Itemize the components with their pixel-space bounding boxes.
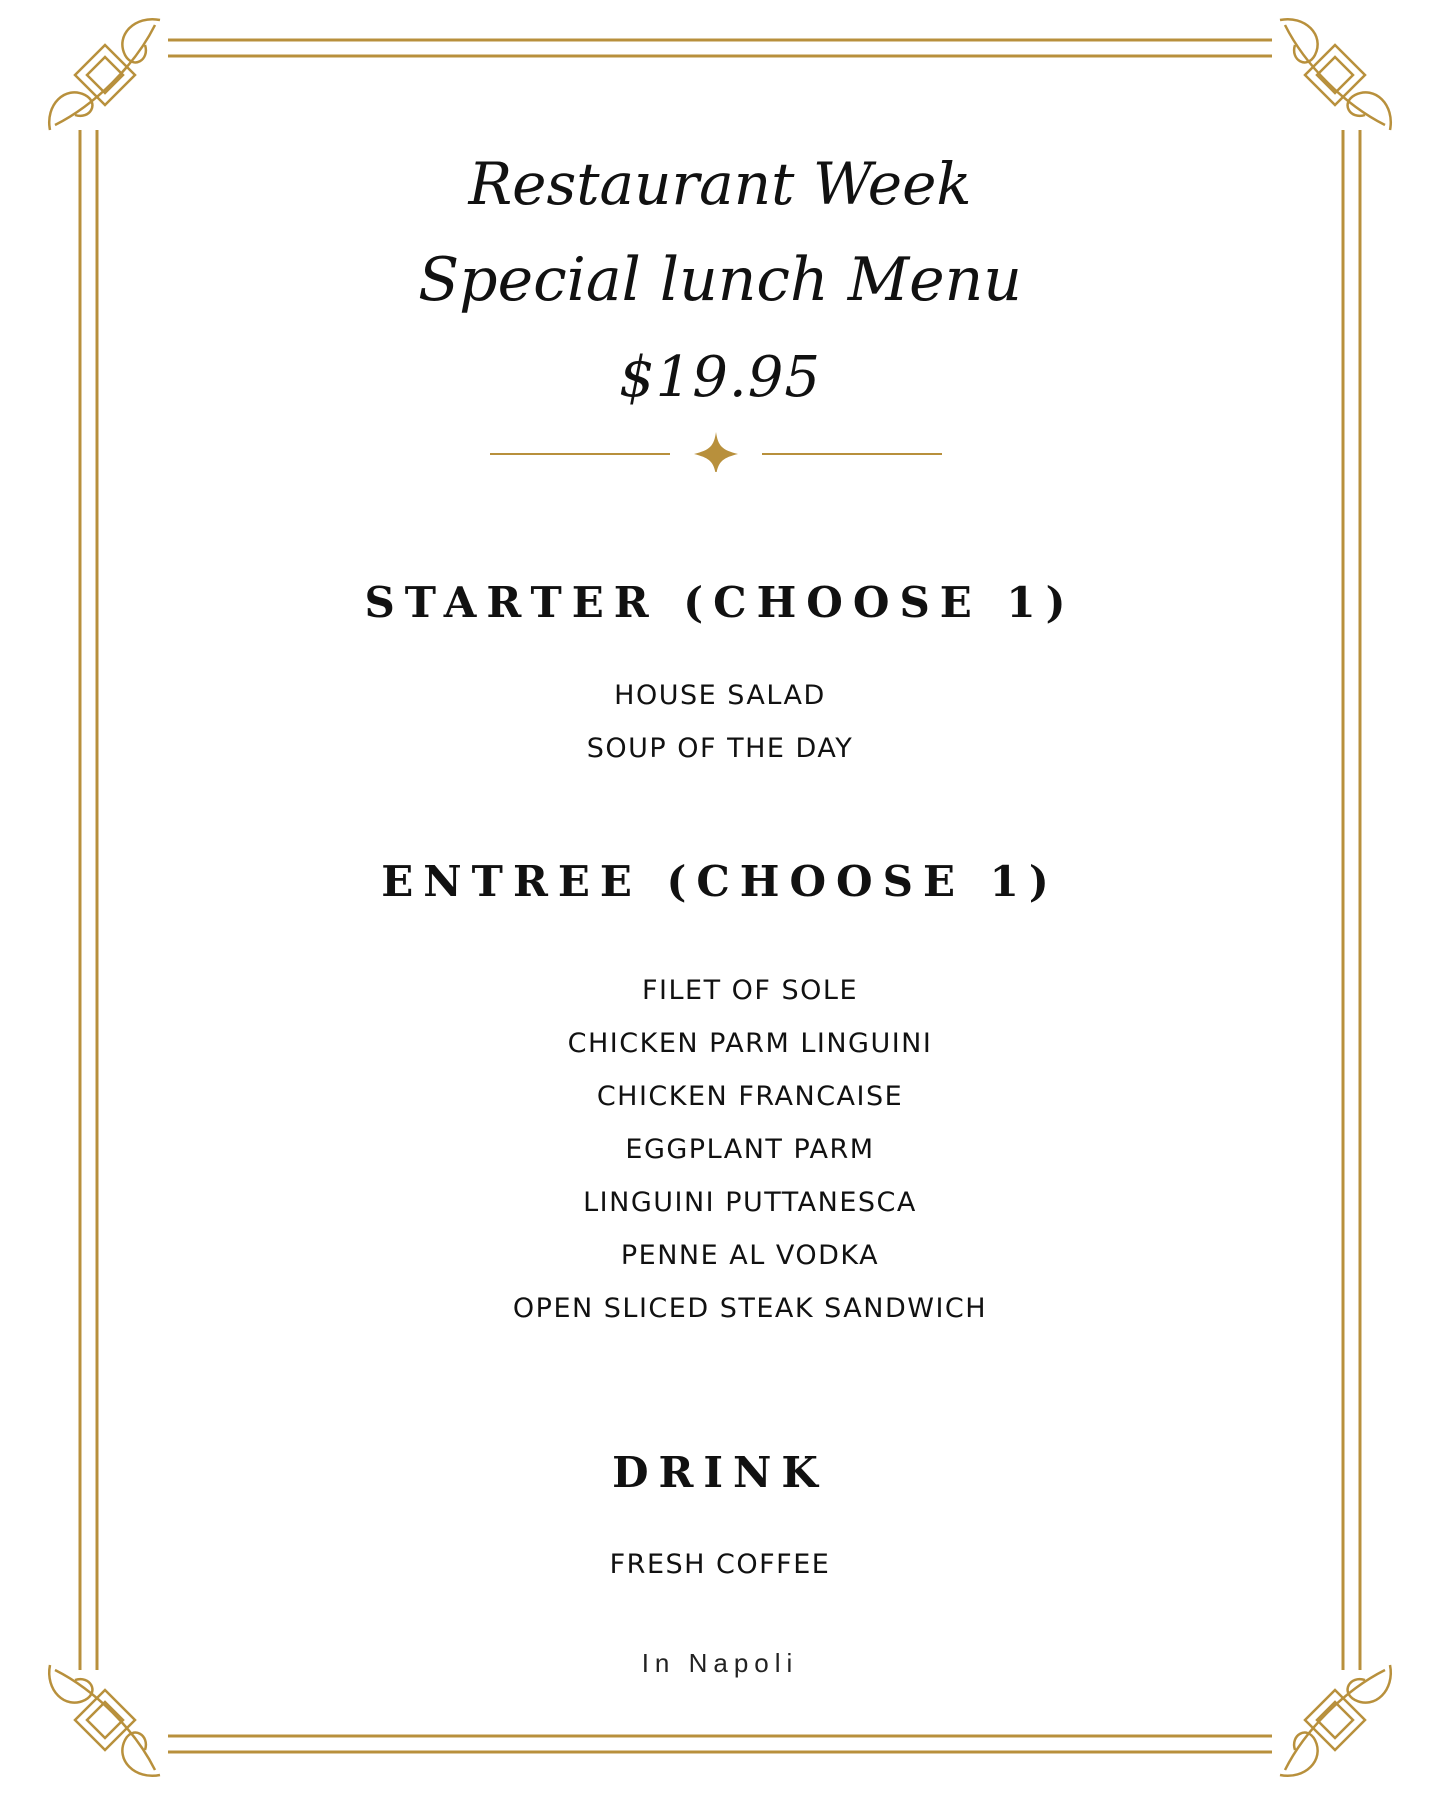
entree-heading: ENTREE (CHOOSE 1) bbox=[381, 857, 1059, 906]
list-item: PENNE AL VODKA bbox=[620, 1240, 880, 1271]
list-item: SOUP OF THE DAY bbox=[586, 733, 854, 764]
starter-list bbox=[0, 669, 1440, 775]
entree-list bbox=[30, 964, 1440, 1335]
four-point-star-icon bbox=[694, 432, 738, 472]
list-item: CHICKEN PARM LINGUINI bbox=[567, 1028, 933, 1059]
drink-list bbox=[0, 1538, 1440, 1591]
list-item: HOUSE SALAD bbox=[614, 680, 826, 711]
list-item: FRESH COFFEE bbox=[609, 1549, 831, 1580]
list-item: OPEN SLICED STEAK SANDWICH bbox=[512, 1293, 988, 1324]
list-item: LINGUINI PUTTANESCA bbox=[583, 1187, 917, 1218]
title-divider bbox=[490, 432, 942, 472]
menu-title-line-2: Special lunch Menu bbox=[418, 245, 1022, 315]
starter-heading: STARTER (CHOOSE 1) bbox=[364, 578, 1076, 627]
restaurant-name: In Napoli bbox=[641, 1648, 799, 1678]
menu-price: $19.95 bbox=[619, 345, 821, 410]
menu-title-line-1: Restaurant Week bbox=[468, 150, 972, 218]
list-item: EGGPLANT PARM bbox=[625, 1134, 875, 1165]
list-item: FILET OF SOLE bbox=[641, 975, 859, 1006]
list-item: CHICKEN FRANCAISE bbox=[596, 1081, 904, 1112]
drink-heading: DRINK bbox=[612, 1448, 828, 1497]
